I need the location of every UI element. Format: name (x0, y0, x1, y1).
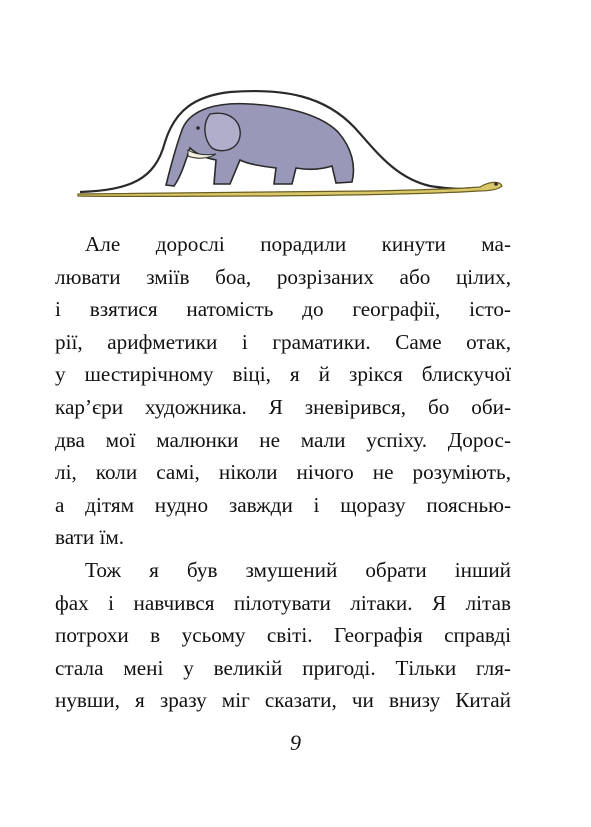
text-line: Тож я був змушений обрати інший (85, 557, 511, 582)
text-line: Але дорослі порадили кинути ма- (85, 232, 511, 256)
boa-elephant-illustration (70, 70, 510, 210)
elephant-ear (205, 113, 240, 150)
boa-eye (494, 182, 498, 186)
paragraph-2 (55, 554, 511, 717)
text-line: рії, арифметики і граматики. Саме отак, (55, 329, 511, 354)
text-line: лі, коли самі, ніколи нічого не розуміють, (55, 460, 511, 485)
elephant-eye (196, 126, 200, 130)
page-number: 9 (290, 730, 301, 755)
text-line: кар’єри художника. Я зневірився, бо оби- (55, 394, 511, 419)
boa-elephant-drawing (70, 70, 510, 210)
text-line: а дітям нудно завжди і щоразу пояснью- (55, 492, 511, 517)
text-line: потрохи в усьому світі. Географія справді (55, 623, 511, 648)
text-line: у шестирічному віці, я й зрікся блискучої (55, 362, 511, 387)
text-line: стала мені у великій пригоді. Тільки гля- (55, 655, 511, 680)
text-line: і взятися натомість до географії, істо- (55, 297, 511, 322)
elephant-body (166, 104, 353, 186)
text-line: лювати зміїв боа, розрізаних або цілих, (55, 264, 511, 289)
text-line: нувши, я зразу міг сказати, чи внизу Китай (55, 688, 511, 713)
main-text (55, 228, 511, 717)
text-line: вати їм. (55, 525, 125, 550)
text-line: фах і навчився пілотувати літаки. Я літав (55, 590, 511, 615)
text-line: два мої малюнки не мали успіху. Дорос- (55, 427, 511, 452)
paragraph-1 (55, 228, 511, 554)
